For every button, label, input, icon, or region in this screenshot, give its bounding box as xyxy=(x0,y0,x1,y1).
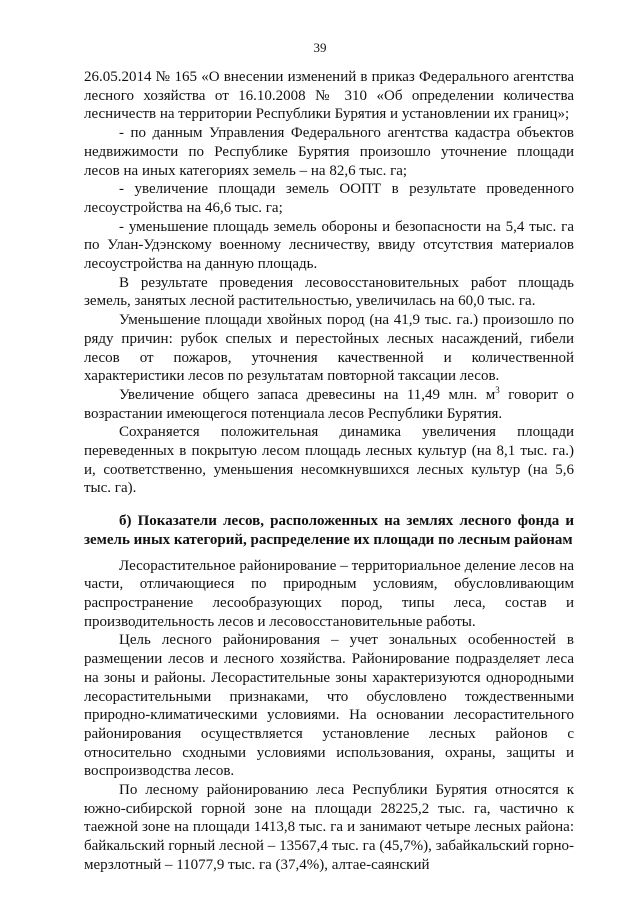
paragraph-order-reference: 26.05.2014 № 165 «О внесении изменений в приказ Федерального агентства лесного хозяйства от 16.10.2008 № 310 «Об определении количества лесничеств на территории Республики Бурятия и установлении их границ»; xyxy=(84,69,574,123)
paragraph-timber-stock-increase xyxy=(84,386,574,423)
page-number: 39 xyxy=(313,40,327,55)
paragraph-zoning-definition: Лесорастительное районирование – территориальное деление лесов на части, отличающиеся по природным условиям, обусловливающим распространение лесообразующих пород, типы леса, состав и производительность лесов и лесовосстановительные работы. xyxy=(84,557,574,630)
paragraph-cadastre-clarification: - по данным Управления Федерального агентства кадастра объектов недвижимости по Республике Бурятия произошло уточнение площади лесов на иных категориях земель – на 82,6 тыс. га; xyxy=(84,125,574,179)
paragraph-reforestation-result: В результате проведения лесовосстановительных работ площадь земель, занятых лесной растительностью, увеличилась на 60,0 тыс. га. xyxy=(84,274,574,310)
paragraph-forest-cultures-dynamics: Сохраняется положительная динамика увеличения площади переведенных в покрытую лесом площадь лесных культур (на 8,1 тыс. га.) и, соответственно, уменьшения несомкнувшихся лесных культур (на 5,6 тыс. га). xyxy=(84,424,574,497)
timber-stock-text-end: говорит о возрастании имеющегося потенциала лесов Республики Бурятия. xyxy=(84,386,574,422)
paragraph-conifer-decrease: Уменьшение площади хвойных пород (на 41,9 тыс. га.) произошло по ряду причин: рубок спелых и перестойных лесных насаждений, гибели лесов от пожаров, уточнения качественной и количественной характеристики лесов по результатам повторной таксации лесов. xyxy=(84,312,574,385)
timber-stock-text: Увеличение общего запаса древесины на 11,49 млн. м xyxy=(119,386,496,403)
paragraph-zoning-purpose: Цель лесного районирования – учет зональных особенностей в размещении лесов и лесного хозяйства. Районирование подразделяет леса на зоны и районы. Лесорастительные зоны характеризуются однородными лесорастительными признаками, что обусловлено тождественными природно-климатическими условиями. На основании лесорастительного районирования осуществляется установление лесных районов с относительно сходными условиями использования, охраны, защиты и воспроизводства лесов. xyxy=(84,632,574,780)
paragraph-defense-land-decrease: - уменьшение площадь земель обороны и безопасности на 5,4 тыс. га по Улан-Удэнскому военному лесничеству, ввиду отсутствия материалов лесоустройства на данную площадь. xyxy=(84,218,574,273)
section-heading: б) Показатели лесов, расположенных на землях лесного фонда и земель иных категорий, распределение их площади по лесным районам xyxy=(84,513,574,548)
paragraph-buryatia-zoning: По лесному районированию леса Республики Бурятия относятся к южно-сибирской горной зоне на площади 28225,2 тыс. га, частично к таежной зоне на площади 1413,8 тыс. га и занимают четыре лесных района: байкальский горный лесной – 13567,4 тыс. га (45,7%), забайкальский горно-мерзлотный – 11077,9 тыс. га (37,4%), алтае-саянский xyxy=(84,782,574,873)
document-body xyxy=(84,68,574,875)
cubic-superscript: 3 xyxy=(495,384,500,395)
paragraph-oopt-increase: - увеличение площади земель ООПТ в результате проведенного лесоустройства на 46,6 тыс. га; xyxy=(84,181,574,216)
